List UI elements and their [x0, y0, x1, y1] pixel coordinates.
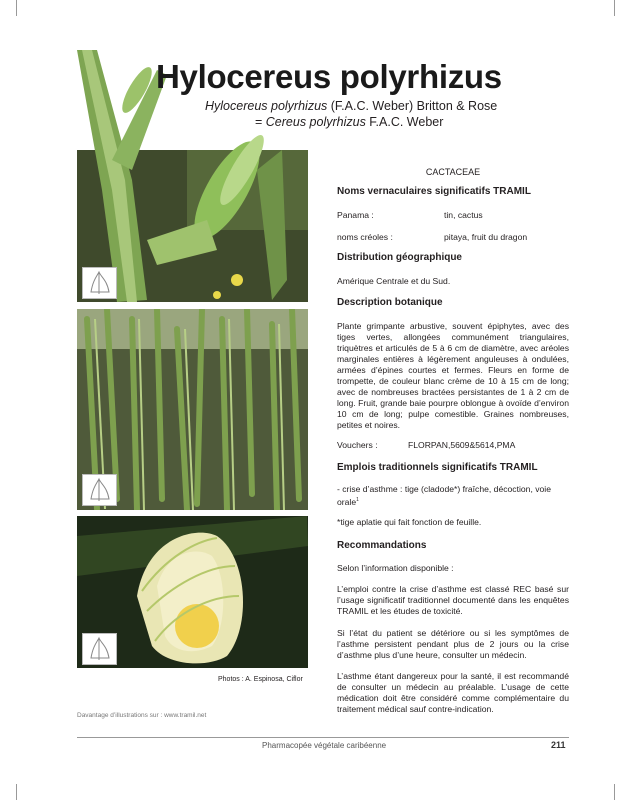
heading-emplois: Emplois traditionnels significatifs TRAMIL [337, 462, 538, 473]
scientific-name [205, 98, 497, 130]
noms-value: tin, cactus [444, 210, 483, 220]
heading-distribution: Distribution géographique [337, 252, 462, 263]
family-name: CACTACEAE [425, 167, 481, 177]
subtitle-line-1 [205, 98, 497, 114]
page-number: 211 [551, 740, 566, 750]
heading-noms: Noms vernaculaires significatifs TRAMIL [337, 186, 531, 197]
emplois-ref: 1 [356, 497, 359, 503]
subtitle-line-2 [205, 114, 497, 130]
subtitle-italic: Hylocereus polyrhizus [205, 99, 328, 113]
noms-label: noms créoles : [337, 232, 393, 242]
footer-title: Pharmacopée végétale caribéenne [262, 741, 387, 750]
crop-mark [16, 784, 17, 800]
footer-divider [77, 737, 569, 738]
subtitle-rest: F.A.C. Weber [365, 115, 444, 129]
vouchers-label: Vouchers : [337, 440, 378, 450]
crop-mark [614, 0, 615, 16]
description-text: Plante grimpante arbustive, souvent épiphytes, avec des tiges vertes, allongées communément triangulaires, triquètres et articulés de 5 à 6 cm de diamètre, avec aréoles marginales entières à légèrement anguleuses à ondulées, armées d’épines courtes et fermes. Fleurs en forme de trompette, de couleur blanc crème de 10 à 15 cm de long; avec de nombreuses bractées persistantes de 1 à 2 cm de long. Fruit, grande baie pourpre oblongue à ovoïde d’environ 10 cm de long; pulpe comestible. Graines nombreuses, petites et noires. [337, 321, 569, 430]
tramil-logo-icon [82, 474, 117, 506]
page-title: Hylocereus polyrhizus [156, 58, 502, 95]
subtitle-prefix: = [255, 115, 266, 129]
subtitle-italic: Cereus polyrhizus [265, 115, 366, 129]
crop-mark [16, 0, 17, 16]
tramil-logo-icon [82, 633, 117, 665]
noms-label: Panama : [337, 210, 374, 220]
more-illustrations: Davantage d’illustrations sur : www.tramil.net [77, 712, 207, 719]
reco-paragraph-2: Si l’état du patient se détériore ou si les symptômes de l’asthme persistent pendant plus de 2 jours ou la crise d’asthme plus d’une heure, consulter un médecin. [337, 628, 569, 660]
reco-paragraph-1: L’emploi contre la crise d’asthme est classé REC basé sur l’usage significatif traditionnel documenté dans les enquêtes TRAMIL et les études de toxicité. [337, 584, 569, 616]
photo-credit: Photos : A. Espinosa, Ciflor [218, 676, 303, 683]
noms-value: pitaya, fruit du dragon [444, 232, 528, 242]
distribution-text: Amérique Centrale et du Sud. [337, 276, 451, 286]
emplois-text [337, 484, 569, 508]
heading-description: Description botanique [337, 297, 443, 308]
subtitle-rest: (F.A.C. Weber) Britton & Rose [327, 99, 498, 113]
emplois-note: *tige aplatie qui fait fonction de feuille. [337, 517, 482, 527]
vouchers-value: FLORPAN,5609&5614,PMA [408, 440, 516, 450]
reco-paragraph-3: L’asthme étant dangereux pour la santé, il est recommandé de consulter un médecin au préalable. L’usage de cette médication doit être considéré comme complémentaire du traitement médical sauf contre-indication. [337, 671, 569, 714]
emplois-use: - crise d’asthme : tige (cladode*) fraîche, décoction, voie orale [337, 484, 551, 507]
reco-intro: Selon l’information disponible : [337, 563, 454, 573]
heading-recommandations: Recommandations [337, 540, 427, 551]
tramil-logo-icon [82, 267, 117, 299]
crop-mark [614, 784, 615, 800]
